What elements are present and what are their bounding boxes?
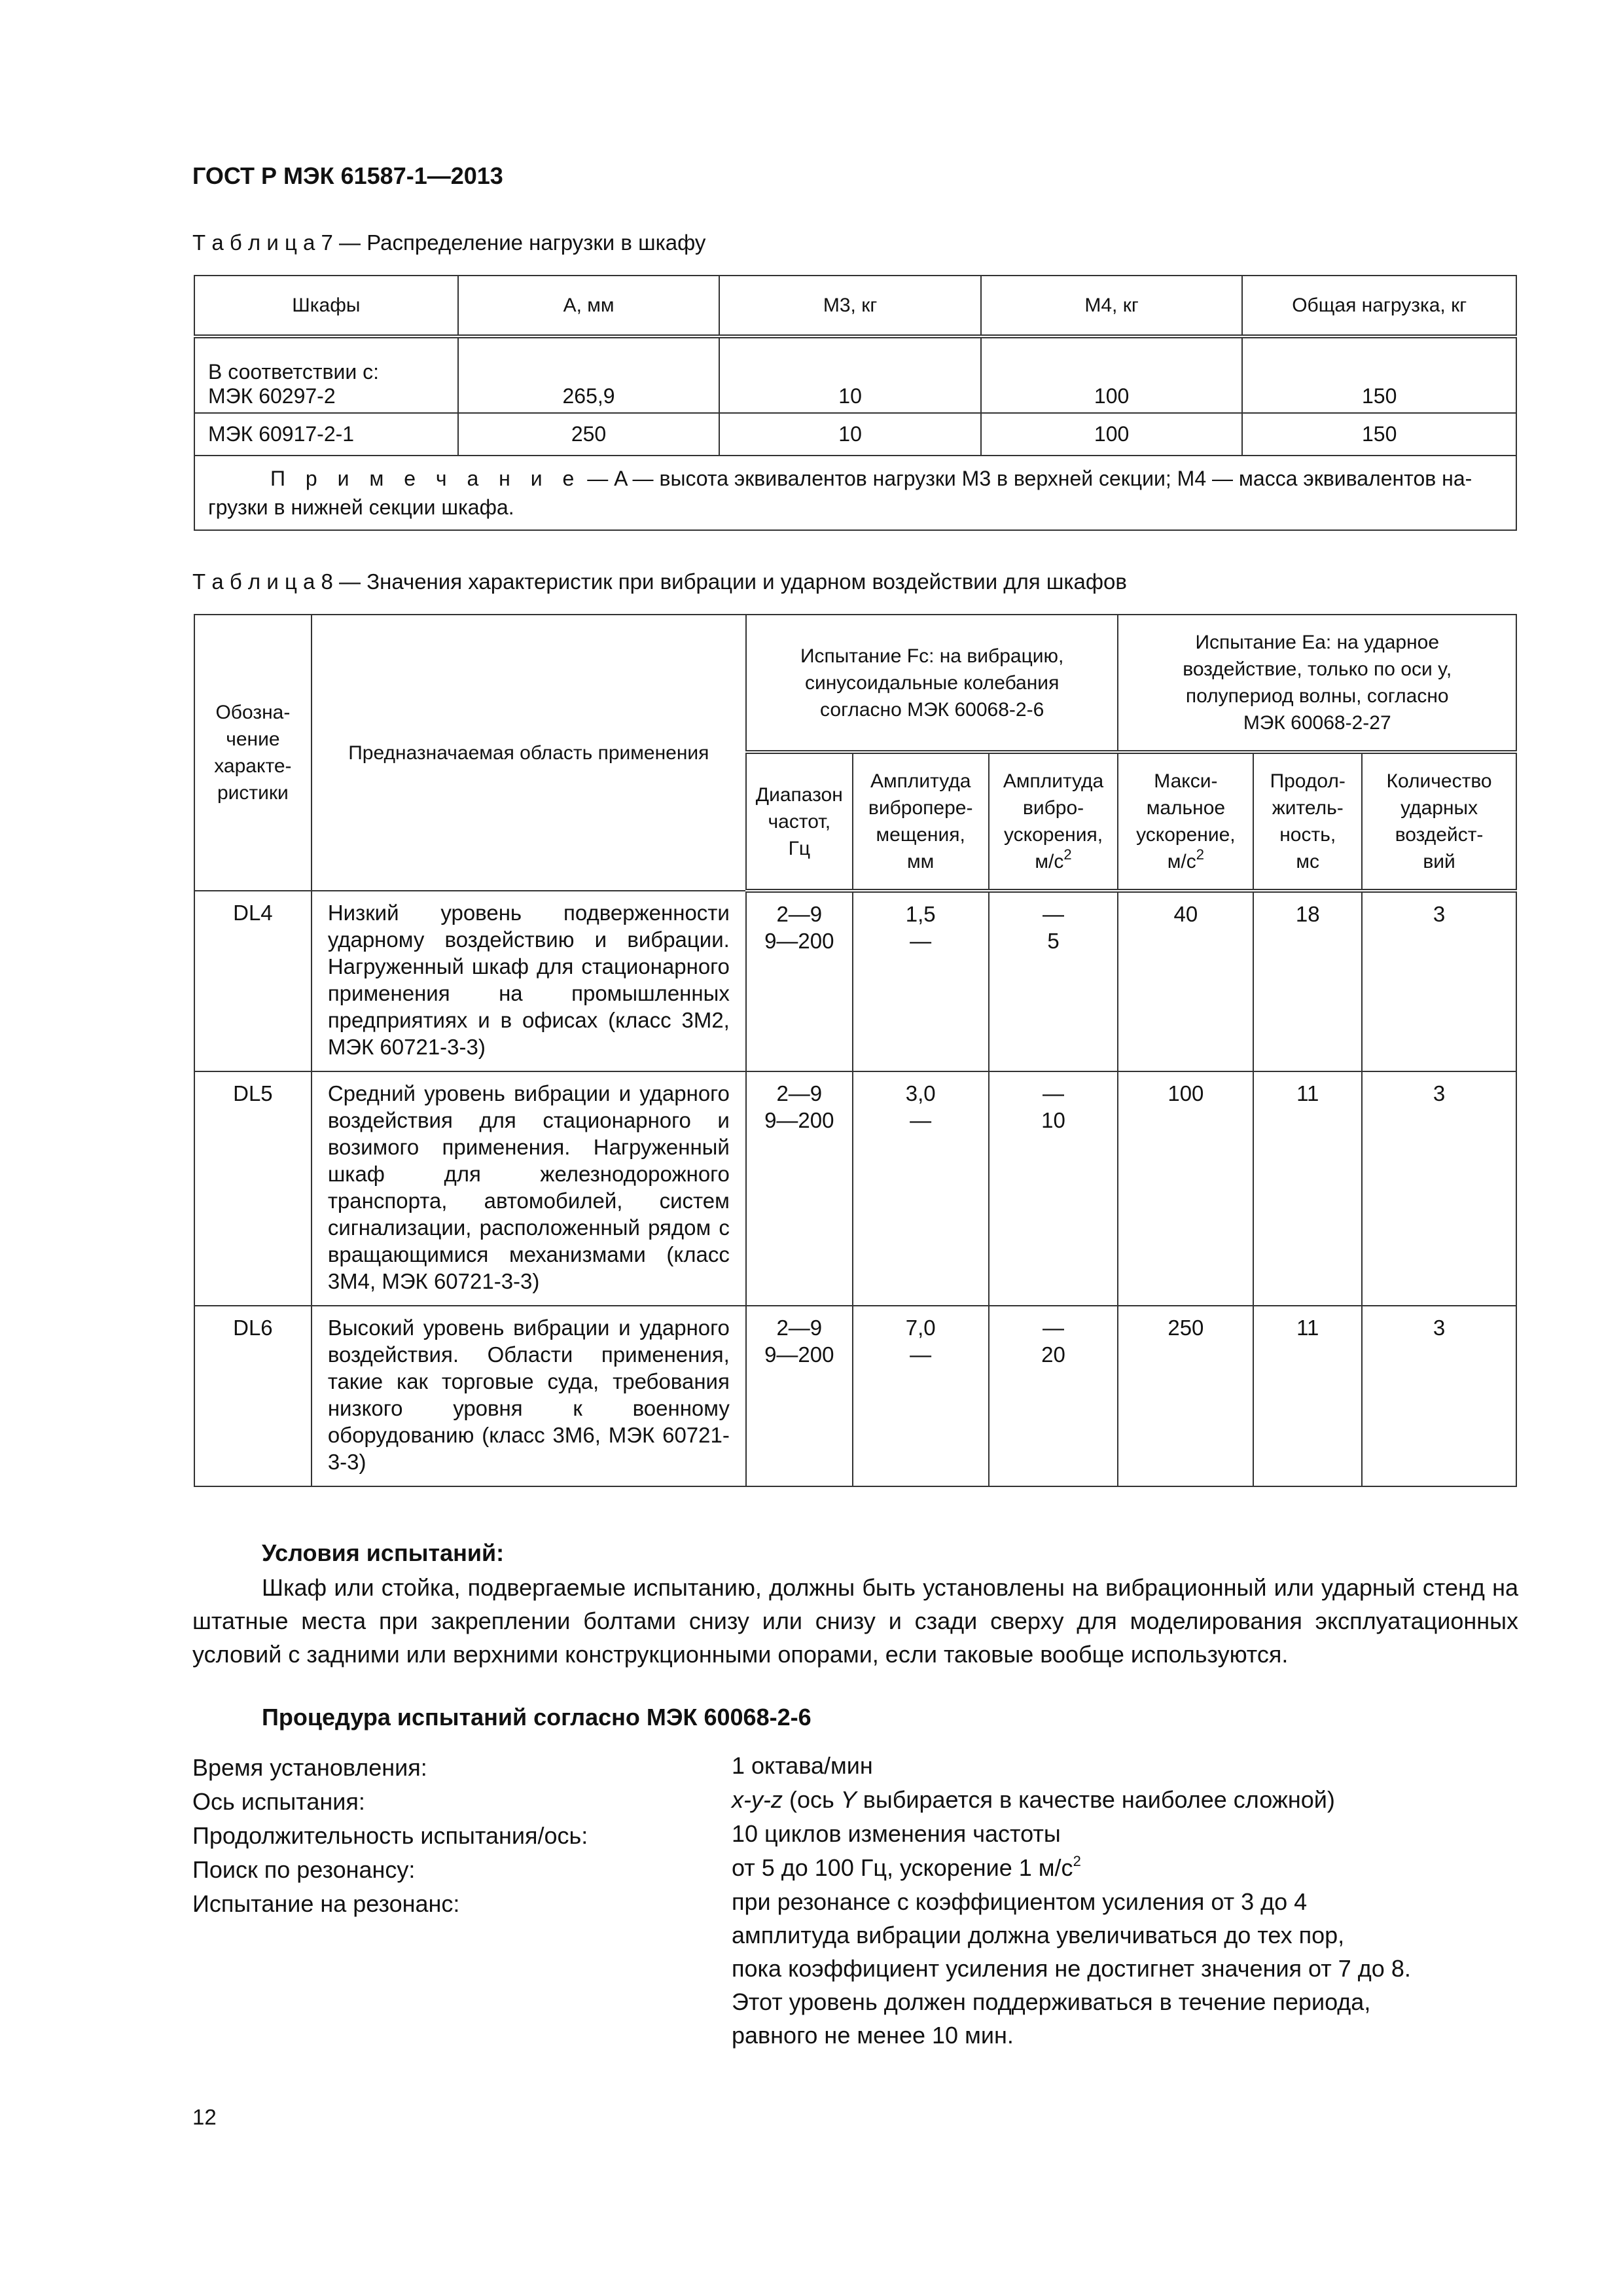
table8-header-count: Количество ударных воздейст- вий <box>1362 752 1516 891</box>
table7-header-cell: Общая нагрузка, кг <box>1242 276 1516 336</box>
table7-header-cell: M4, кг <box>981 276 1243 336</box>
table8-header-ea: Испытание Ea: на ударное воздействие, только по оси y, полупериод волны, согласно МЭК 60068-2-27 <box>1118 615 1516 752</box>
procedure-value-multiline: при резонансе с коэффициентом усиления от 3 до 4 амплитуда вибрации должна увеличиваться до тех пор, пока коэффициент усиления не достигнет значения от 7 до 8. Этот уровень должен поддерживаться в течение периода, равного не менее 10 мин. <box>732 1888 1411 2049</box>
table8-count-cell: 3 <box>1362 1306 1516 1486</box>
table7-total-cell: 150 <box>1242 336 1516 413</box>
table8-maxacc-cell: 40 <box>1118 891 1253 1071</box>
procedure-value: 1 октава/мин <box>732 1752 873 1779</box>
procedure-label: Время установления: <box>192 1754 427 1781</box>
procedure-label: Испытание на резонанс: <box>192 1890 460 1917</box>
table8-acc-cell: — 10 <box>989 1071 1118 1306</box>
table7-note-text2: грузки в нижней секции шкафа. <box>208 495 514 519</box>
procedure-label: Продолжительность испытания/ось: <box>192 1822 588 1849</box>
table8-freq-cell: 2—9 9—200 <box>746 1306 853 1486</box>
table8-header-designation: Обозна- чение характе- ристики <box>194 615 312 891</box>
table7-header-cell: Шкафы <box>194 276 458 336</box>
table8-code-cell: DL6 <box>194 1306 312 1486</box>
table7-note <box>194 456 1516 530</box>
table8-code-cell: DL5 <box>194 1071 312 1306</box>
table8-caption <box>192 569 1127 594</box>
table7-a-cell: 265,9 <box>458 336 720 413</box>
table8-header-fc: Испытание Fc: на вибрацию, синусоидальные колебания согласно МЭК 60068-2-6 <box>746 615 1118 752</box>
table7-a-cell: 250 <box>458 413 720 456</box>
table8-header-row <box>194 615 1516 752</box>
table-row <box>194 336 1516 413</box>
table8-header-max-acceleration: Макси- мальное ускорение, $м/с^2$ <box>1118 752 1253 891</box>
table7-cabinet-line1: В соответствии с: <box>208 360 379 384</box>
standard-header: ГОСТ Р МЭК 61587-1—2013 <box>192 162 503 189</box>
table7-caption-prefix: Т а б л и ц а 7 <box>192 230 333 255</box>
table8-desc-cell: Низкий уровень подверженности ударному воздействию и вибрации. Нагруженный шкаф для стационарного применения на промышленных предприятиях и в офисах (класс 3M2, МЭК 60721-3-3) <box>312 891 746 1071</box>
table7-m3-cell: 10 <box>719 413 981 456</box>
table-row <box>194 891 1516 1071</box>
table8-desc-cell: Высокий уровень вибрации и ударного воздействия. Области применения, такие как торговые суда, требования низкого уровня к военному оборудованию (класс 3M6, МЭК 60721-3-3) <box>312 1306 746 1486</box>
table7-header-row <box>194 276 1516 336</box>
table8-maxacc-cell: 250 <box>1118 1306 1253 1486</box>
page-number: 12 <box>192 2105 217 2129</box>
table8-count-cell: 3 <box>1362 1071 1516 1306</box>
table8-caption-text: — Значения характеристик при вибрации и ударном воздействии для шкафов <box>332 569 1127 594</box>
procedure-value: x-y-z (ось Y выбирается в качестве наиболее сложной) <box>732 1786 1335 1813</box>
table8-maxacc-cell: 100 <box>1118 1071 1253 1306</box>
conditions-paragraph <box>192 1571 1518 1671</box>
table8-acc-cell: — 20 <box>989 1306 1118 1486</box>
table7-note-prefix: П р и м е ч а н и е <box>270 467 582 490</box>
table8-duration-cell: 11 <box>1253 1071 1362 1306</box>
table7-total-cell: 150 <box>1242 413 1516 456</box>
table7 <box>194 275 1517 531</box>
table8-desc-cell: Средний уровень вибрации и ударного воздействия для стационарного и возимого применения. Нагруженный шкаф для железнодорожного транспорта, автомобилей, систем сигнализации, расположенный рядом с вращающимися механизмами (класс 3M4, МЭК 60721-3-3) <box>312 1071 746 1306</box>
procedure-label: Поиск по резонансу: <box>192 1856 416 1883</box>
table7-note-row <box>194 456 1516 530</box>
table8-code-cell: DL4 <box>194 891 312 1071</box>
table7-caption-text: — Распределение нагрузки в шкафу <box>332 230 706 255</box>
table7-m4-cell: 100 <box>981 413 1243 456</box>
table7-cabinet-cell: МЭК 60917-2-1 <box>194 413 458 456</box>
procedure-value: от 5 до 100 Гц, ускорение 1 $м/с^2$ <box>732 1853 1081 1881</box>
procedure-value: 10 циклов изменения частоты <box>732 1820 1061 1847</box>
table8-header-acceleration: Амплитуда вибро- ускорения, $м/с^2$ <box>989 752 1118 891</box>
table8-freq-cell: 2—9 9—200 <box>746 1071 853 1306</box>
table8 <box>194 614 1517 1487</box>
table8-count-cell: 3 <box>1362 891 1516 1071</box>
table8-header-freq: Диапазон частот, Гц <box>746 752 853 891</box>
table7-header-cell: M3, кг <box>719 276 981 336</box>
table8-duration-cell: 11 <box>1253 1306 1362 1486</box>
table7-cabinet-line2: МЭК 60297-2 <box>208 384 336 408</box>
table8-disp-cell: 1,5 — <box>853 891 989 1071</box>
table8-disp-cell: 3,0 — <box>853 1071 989 1306</box>
table8-header-area: Предназначаемая область применения <box>312 615 746 891</box>
table7-m3-cell: 10 <box>719 336 981 413</box>
table-row <box>194 1071 1516 1306</box>
table7-caption <box>192 230 705 255</box>
table7-note-text: — A — высота эквивалентов нагрузки M3 в верхней секции; M4 — масса эквивалентов на- <box>581 467 1472 490</box>
procedure-title: Процедура испытаний согласно МЭК 60068-2-6 <box>262 1704 812 1731</box>
table7-header-cell: A, мм <box>458 276 720 336</box>
conditions-title: Условия испытаний: <box>262 1539 505 1566</box>
table7-m4-cell: 100 <box>981 336 1243 413</box>
table8-header-duration: Продол- житель- ность, мс <box>1253 752 1362 891</box>
table-row <box>194 413 1516 456</box>
table8-freq-cell: 2—9 9—200 <box>746 891 853 1071</box>
table8-acc-cell: — 5 <box>989 891 1118 1071</box>
procedure-label: Ось испытания: <box>192 1788 365 1815</box>
conditions-text: Шкаф или стойка, подвергаемые испытанию, должны быть установлены на вибрационный или ударный стенд на штатные места при закреплении болтами снизу или снизу и сзади сверху для моделирования эксплуатационных условий с задними или верхними конструкционными опорами, если таковые вообще используются. <box>192 1574 1518 1668</box>
table8-duration-cell: 18 <box>1253 891 1362 1071</box>
table7-cabinet-cell <box>194 336 458 413</box>
table8-header-displacement: Амплитуда вибропере- мещения, мм <box>853 752 989 891</box>
table8-caption-prefix: Т а б л и ц а 8 <box>192 569 333 594</box>
table-row <box>194 1306 1516 1486</box>
table8-disp-cell: 7,0 — <box>853 1306 989 1486</box>
